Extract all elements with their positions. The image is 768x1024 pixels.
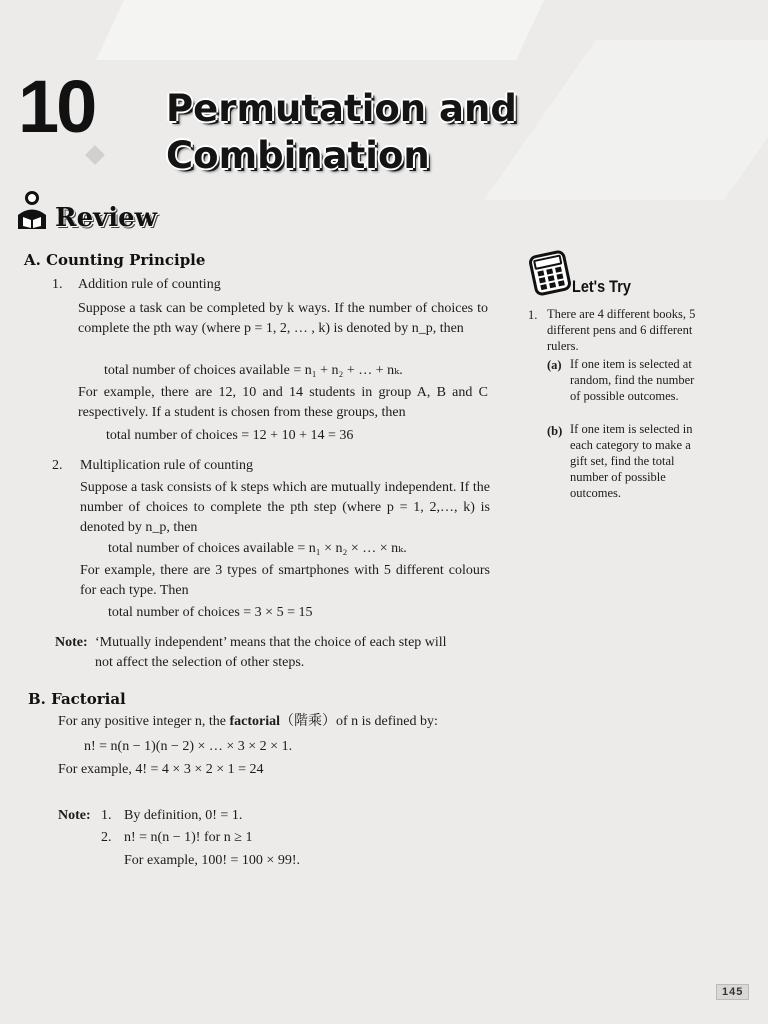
lets-try-part-b-text: If one item is selected in each category to make a gift set, find the total number of possible outcomes. bbox=[570, 422, 693, 500]
section-b-note2: n! = n(n − 1)! for n ≥ 1 bbox=[124, 830, 253, 845]
lets-try-part-a-label: (a) bbox=[547, 358, 562, 372]
item2-example-formula: total number of choices = 3 × 5 = 15 bbox=[108, 605, 313, 620]
section-a-note-line-1: ‘Mutually independent’ means that the choice of each step will bbox=[95, 635, 447, 650]
review-heading: Review bbox=[55, 203, 158, 233]
item2-body: Suppose a task consists of k steps which are mutually independent. If the number of choices to complete the pth step (where p = 1, 2,…, k) is denoted by n_p, then bbox=[80, 480, 490, 535]
item1-formula: total number of choices available = n₁ + n₂ + … + nₖ. bbox=[104, 363, 403, 378]
chapter-title-line-1: Permutation and bbox=[166, 87, 517, 130]
factorial-formula: n! = n(n − 1)(n − 2) × … × 3 × 2 × 1. bbox=[84, 739, 293, 754]
header-right-shape bbox=[484, 40, 768, 200]
item2-formula: total number of choices available = n₁ × n₂ × … × nₖ. bbox=[108, 541, 407, 556]
factorial-chinese: （階乘） bbox=[280, 714, 336, 729]
item1-example-formula: total number of choices = 12 + 10 + 14 = 36 bbox=[106, 428, 354, 443]
section-a-note-label: Note: bbox=[55, 635, 88, 650]
section-b-note2-example: For example, 100! = 100 × 99!. bbox=[124, 853, 300, 868]
item1-body: Suppose a task can be completed by k ways. If the number of choices to complete the pth way (where p = 1, 2, … , k) is denoted by n_p, then bbox=[78, 301, 488, 336]
chapter-title-line-2: Combination bbox=[166, 134, 430, 177]
item2-number: 2. bbox=[52, 458, 63, 473]
calculator-icon bbox=[527, 250, 573, 296]
factorial-intro-pre: For any positive integer n, the bbox=[58, 714, 230, 729]
section-a-heading: A. Counting Principle bbox=[24, 251, 206, 269]
item1-number: 1. bbox=[52, 277, 63, 292]
section-b-note2-number: 2. bbox=[101, 830, 112, 845]
section-b-note1-number: 1. bbox=[101, 808, 112, 823]
page-number: 145 bbox=[716, 984, 749, 1000]
reading-person-icon bbox=[14, 189, 50, 231]
lets-try-part-b-label: (b) bbox=[547, 424, 563, 438]
item1-title: Addition rule of counting bbox=[78, 277, 221, 292]
factorial-intro-post: of n is defined by: bbox=[336, 714, 438, 729]
lets-try-question-number: 1. bbox=[528, 308, 538, 322]
section-b-note1: By definition, 0! = 1. bbox=[124, 808, 243, 823]
factorial-example: For example, 4! = 4 × 3 × 2 × 1 = 24 bbox=[58, 762, 264, 777]
section-b-heading: B. Factorial bbox=[28, 690, 126, 708]
lets-try-question-text: There are 4 different books, 5 different pens and 6 different rulers. bbox=[547, 307, 696, 353]
item2-title: Multiplication rule of counting bbox=[80, 458, 254, 473]
item2-example: For example, there are 3 types of smartphones with 5 different colours for each type. Then bbox=[80, 563, 490, 598]
factorial-term: factorial bbox=[229, 714, 280, 729]
lets-try-part-a-text: If one item is selected at random, find the number of possible outcomes. bbox=[570, 357, 695, 403]
item1-example: For example, there are 12, 10 and 14 students in group A, B and C respectively. If a student is chosen from these groups, then bbox=[78, 385, 488, 420]
lets-try-heading: Let's Try bbox=[572, 277, 631, 296]
section-b-note-label: Note: bbox=[58, 808, 91, 823]
header-banner-shape bbox=[96, 0, 544, 60]
section-a-note-line-2: not affect the selection of other steps. bbox=[95, 655, 305, 670]
factorial-definition bbox=[58, 712, 438, 732]
chapter-number: 10 bbox=[18, 65, 95, 148]
